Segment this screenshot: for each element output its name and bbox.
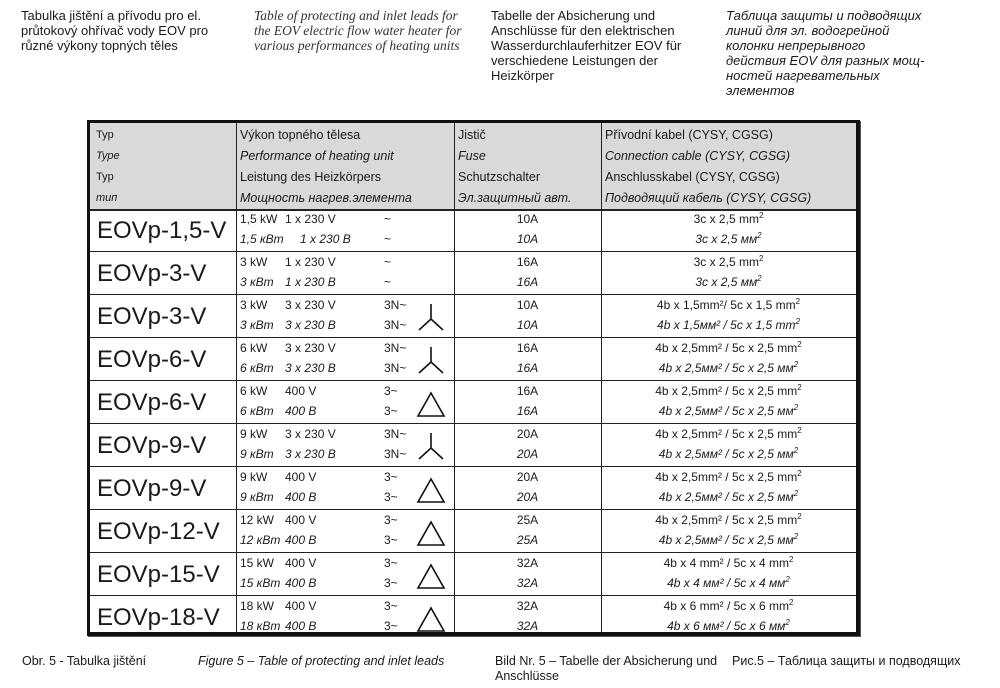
superscript-2: 2 <box>793 532 799 541</box>
phase-symbol: 3N~ <box>384 447 407 461</box>
cable-text: 4b x 2,5мм² / 5c x 2,5 мм <box>658 490 794 504</box>
column-divider <box>601 123 602 632</box>
superscript-2: 2 <box>795 297 801 306</box>
superscript-2: 2 <box>785 575 790 584</box>
power-value: 18 кВт <box>240 619 281 633</box>
intro-german <box>491 8 721 83</box>
header-line: Jistič <box>458 128 486 142</box>
table-row <box>90 338 856 381</box>
power-value: 1,5 kW <box>240 212 278 226</box>
cable-text: 4b x 2,5mm² / 5c x 2,5 mm <box>655 341 798 355</box>
voltage-value: 3 x 230 V <box>285 427 336 441</box>
cable-value <box>601 361 856 375</box>
intro-line: Anschlüsse für den elektrischen <box>491 23 675 38</box>
intro-line: ностей нагревательных <box>726 68 880 83</box>
intro-english <box>254 8 484 53</box>
power-value: 12 кВт <box>240 533 281 547</box>
model-type: EOVp-9-V <box>97 475 207 502</box>
power-value: 6 kW <box>240 341 268 355</box>
power-value: 15 kW <box>240 556 275 570</box>
voltage-value: 1 x 230 V <box>285 212 336 226</box>
phase-symbol: 3N~ <box>384 361 407 375</box>
header-line: Performance of heating unit <box>240 149 394 163</box>
caption-russian: Рис.5 – Таблица защиты и подводящих <box>732 654 961 668</box>
power-value: 12 kW <box>240 513 275 527</box>
fuse-value: 32A <box>516 599 539 613</box>
superscript-2: 2 <box>793 360 799 369</box>
power-value: 1,5 кВт <box>240 232 284 246</box>
fuse-value: 10A <box>516 298 539 312</box>
delta-connection-icon <box>415 388 447 418</box>
delta-connection-icon <box>415 603 447 633</box>
fuse-value: 16A <box>516 341 539 355</box>
superscript-2: 2 <box>797 512 802 521</box>
voltage-value: 3 x 230 В <box>285 318 336 332</box>
cable-text: 3c x 2,5 мм <box>695 275 758 289</box>
superscript-2: 2 <box>793 403 799 412</box>
header-line: Подводящий кабель (CYSY, CGSG) <box>605 191 812 205</box>
fuse-value: 25A <box>516 513 539 527</box>
header-performance <box>240 125 412 209</box>
fuse-value: 20A <box>516 490 539 504</box>
superscript-2: 2 <box>795 317 800 326</box>
voltage-value: 1 x 230 В <box>300 232 351 246</box>
cable-value <box>601 427 856 441</box>
cable-value <box>601 619 856 633</box>
table-row <box>90 596 856 639</box>
caption-english: Figure 5 – Table of protecting and inlet leads <box>198 654 445 668</box>
fuse-value: 16A <box>516 384 539 398</box>
cable-text: 4b x 2,5мм² / 5c x 2,5 мм <box>658 404 794 418</box>
fuse-value: 25A <box>516 533 539 547</box>
phase-symbol: 3N~ <box>384 341 407 355</box>
model-type: EOVp-12-V <box>97 518 220 545</box>
superscript-2: 2 <box>788 598 794 607</box>
header-line: Schutzschalter <box>458 170 540 184</box>
superscript-2: 2 <box>757 274 762 283</box>
phase-symbol: 3~ <box>384 470 398 484</box>
voltage-value: 400 V <box>285 384 317 398</box>
power-value: 9 kW <box>240 427 268 441</box>
caption-german: Bild Nr. 5 – Tabelle der Absicherung und Anschlüsse <box>495 654 718 683</box>
table-row <box>90 381 856 424</box>
power-value: 15 кВт <box>240 576 281 590</box>
model-type: EOVp-6-V <box>97 389 207 416</box>
voltage-value: 1 x 230 В <box>285 275 336 289</box>
fuse-value: 20A <box>516 447 539 461</box>
star-connection-icon <box>415 302 447 332</box>
phase-symbol: 3N~ <box>384 427 407 441</box>
cable-text: 4b x 4 mm² / 5c x 4 mm <box>663 556 789 570</box>
superscript-2: 2 <box>797 469 802 478</box>
voltage-value: 3 x 230 V <box>285 341 336 355</box>
cable-text: 4b x 2,5мм² / 5c x 2,5 мм <box>658 533 794 547</box>
cable-text: 3c x 2,5 мм <box>695 232 758 246</box>
power-value: 9 кВт <box>240 447 274 461</box>
voltage-value: 400 В <box>285 576 317 590</box>
delta-connection-icon <box>415 517 447 547</box>
intro-line: Tabelle der Absicherung und <box>491 8 656 23</box>
phase-symbol: ~ <box>384 275 392 289</box>
voltage-value: 400 V <box>285 470 317 484</box>
intro-line: various performances of heating units <box>254 38 460 53</box>
cable-value <box>601 447 856 461</box>
model-type: EOVp-1,5-V <box>97 217 227 244</box>
power-value: 3 kW <box>240 255 268 269</box>
table-body <box>90 209 856 632</box>
phase-symbol: 3N~ <box>384 318 407 332</box>
cable-value <box>601 318 856 332</box>
cable-text: 3c x 2,5 mm <box>693 212 759 226</box>
intro-line: колонки непрерывного <box>726 38 866 53</box>
column-divider <box>236 123 237 632</box>
superscript-2: 2 <box>793 489 799 498</box>
table-header <box>90 123 856 211</box>
power-value: 6 kW <box>240 384 268 398</box>
fuse-value: 16A <box>516 275 539 289</box>
model-type: EOVp-18-V <box>97 604 220 631</box>
delta-connection-icon <box>415 560 447 590</box>
cable-value <box>601 599 856 613</box>
fuse-value: 32A <box>516 576 539 590</box>
cable-value <box>601 275 856 289</box>
power-value: 3 кВт <box>240 275 274 289</box>
fuse-value: 16A <box>516 255 539 269</box>
fuse-value: 16A <box>516 361 539 375</box>
fuse-cable-table <box>87 120 860 636</box>
intro-line: the EOV electric flow water heater for <box>254 23 462 38</box>
superscript-2: 2 <box>758 254 764 263</box>
cable-value <box>601 513 856 527</box>
voltage-value: 400 В <box>285 404 317 418</box>
cable-value <box>601 576 856 590</box>
fuse-value: 32A <box>516 619 539 633</box>
table-row <box>90 553 856 596</box>
power-value: 6 кВт <box>240 404 274 418</box>
cable-value <box>601 556 856 570</box>
superscript-2: 2 <box>757 231 762 240</box>
delta-connection-icon <box>415 474 447 504</box>
header-line: тип <box>96 192 118 204</box>
table-row <box>90 467 856 510</box>
cable-value <box>601 298 856 312</box>
header-line: Эл.защитный авт. <box>458 191 572 205</box>
model-type: EOVp-3-V <box>97 303 207 330</box>
cable-text: 4b x 2,5mm² / 5c x 2,5 mm <box>655 470 798 484</box>
cable-text: 4b x 2,5mm² / 5c x 2,5 mm <box>655 427 798 441</box>
voltage-value: 400 V <box>285 513 317 527</box>
header-cable <box>605 125 811 209</box>
phase-symbol: 3~ <box>384 490 398 504</box>
power-value: 3 кВт <box>240 318 274 332</box>
voltage-value: 400 V <box>285 556 317 570</box>
phase-symbol: 3~ <box>384 576 398 590</box>
model-type: EOVp-9-V <box>97 432 207 459</box>
cable-text: 4b x 1,5мм² / 5c x 1,5 mm <box>657 318 796 332</box>
cable-text: 4b x 4 мм² / 5c x 4 мм <box>667 576 786 590</box>
cable-text: 3c x 2,5 mm <box>693 255 759 269</box>
voltage-value: 3 x 230 В <box>285 361 336 375</box>
intro-line: Tabulka jištění a přívodu pro el. <box>21 8 201 23</box>
header-line: Fuse <box>458 149 486 163</box>
fuse-value: 10A <box>516 232 539 246</box>
fuse-value: 32A <box>516 556 539 570</box>
power-value: 9 кВт <box>240 490 274 504</box>
cable-value <box>601 232 856 246</box>
intro-line: Table of protecting and inlet leads for <box>254 8 458 23</box>
header-type <box>96 125 120 209</box>
voltage-value: 400 В <box>285 490 317 504</box>
intro-line: různé výkony topných těles <box>21 38 178 53</box>
cable-text: 4b x 2,5мм² / 5c x 2,5 мм <box>658 361 794 375</box>
power-value: 9 kW <box>240 470 268 484</box>
intro-line: Wasserdurchlauferhitzer EOV für <box>491 38 682 53</box>
phase-symbol: ~ <box>384 212 392 226</box>
model-type: EOVp-6-V <box>97 346 207 373</box>
intro-line: действия EOV для разных мощ- <box>726 53 925 68</box>
intro-czech <box>21 8 261 53</box>
header-line: Výkon topného tělesa <box>240 128 361 142</box>
cable-text: 4b x 6 mm² / 5c x 6 mm <box>663 599 789 613</box>
model-type: EOVp-3-V <box>97 260 207 287</box>
voltage-value: 1 x 230 V <box>285 255 336 269</box>
intro-line: verschiedene Leistungen der <box>491 53 658 68</box>
intro-line: Heizkörper <box>491 68 554 83</box>
intro-line: Таблица защиты и подводящих <box>726 8 922 23</box>
fuse-value: 20A <box>516 470 539 484</box>
header-line: Type <box>96 150 120 162</box>
cable-text: 4b x 1,5mm²/ 5c x 1,5 mm <box>656 298 796 312</box>
intro-line: průtokový ohřívač vody EOV pro <box>21 23 209 38</box>
header-line: Мощность нагрев.элемента <box>240 191 412 205</box>
fuse-value: 16A <box>516 404 539 418</box>
superscript-2: 2 <box>797 426 802 435</box>
model-type: EOVp-15-V <box>97 561 220 588</box>
cable-text: 4b x 6 мм² / 5c x 6 мм <box>667 619 786 633</box>
star-connection-icon <box>415 431 447 461</box>
phase-symbol: 3N~ <box>384 298 407 312</box>
cable-value <box>601 212 856 226</box>
cable-value <box>601 404 856 418</box>
table-row <box>90 295 856 338</box>
power-value: 3 kW <box>240 298 268 312</box>
phase-symbol: 3~ <box>384 533 398 547</box>
superscript-2: 2 <box>797 340 802 349</box>
phase-symbol: 3~ <box>384 404 398 418</box>
cable-text: 4b x 2,5мм² / 5c x 2,5 мм <box>658 447 794 461</box>
superscript-2: 2 <box>758 211 764 220</box>
phase-symbol: ~ <box>384 255 392 269</box>
phase-symbol: 3~ <box>384 513 398 527</box>
superscript-2: 2 <box>788 555 794 564</box>
header-line: Anschlusskabel (CYSY, CGSG) <box>605 170 780 184</box>
star-connection-icon <box>415 345 447 375</box>
table-row <box>90 252 856 295</box>
power-value: 18 kW <box>240 599 275 613</box>
fuse-value: 10A <box>516 318 539 332</box>
fuse-value: 10A <box>516 212 539 226</box>
voltage-value: 3 x 230 В <box>285 447 336 461</box>
header-line: Leistung des Heizkörpers <box>240 170 382 184</box>
header-line: Přívodní kabel (CYSY, CGSG) <box>605 128 773 142</box>
superscript-2: 2 <box>793 446 799 455</box>
header-line: Connection cable (CYSY, CGSG) <box>605 149 791 163</box>
phase-symbol: 3~ <box>384 619 398 633</box>
intro-russian <box>726 8 966 98</box>
superscript-2: 2 <box>797 383 802 392</box>
intro-line: линий для эл. водогрейной <box>726 23 890 38</box>
caption-czech: Obr. 5 - Tabulka jištění <box>22 654 147 668</box>
cable-value <box>601 341 856 355</box>
phase-symbol: 3~ <box>384 599 398 613</box>
table-row <box>90 209 856 252</box>
phase-symbol: 3~ <box>384 384 398 398</box>
superscript-2: 2 <box>785 618 790 627</box>
cable-value <box>601 533 856 547</box>
cable-value <box>601 490 856 504</box>
phase-symbol: 3~ <box>384 556 398 570</box>
voltage-value: 3 x 230 V <box>285 298 336 312</box>
voltage-value: 400 В <box>285 619 317 633</box>
cable-value <box>601 384 856 398</box>
table-row <box>90 424 856 467</box>
voltage-value: 400 В <box>285 533 317 547</box>
intro-line: элементов <box>726 83 795 98</box>
fuse-value: 20A <box>516 427 539 441</box>
voltage-value: 400 V <box>285 599 317 613</box>
power-value: 6 кВт <box>240 361 274 375</box>
header-line: Typ <box>96 171 114 183</box>
phase-symbol: ~ <box>384 232 392 246</box>
column-divider <box>454 123 455 632</box>
cable-text: 4b x 2,5mm² / 5c x 2,5 mm <box>655 513 798 527</box>
cable-text: 4b x 2,5mm² / 5c x 2,5 mm <box>655 384 798 398</box>
header-fuse <box>458 125 571 209</box>
table-row <box>90 510 856 553</box>
cable-value <box>601 255 856 269</box>
cable-value <box>601 470 856 484</box>
header-line: Typ <box>96 129 114 141</box>
